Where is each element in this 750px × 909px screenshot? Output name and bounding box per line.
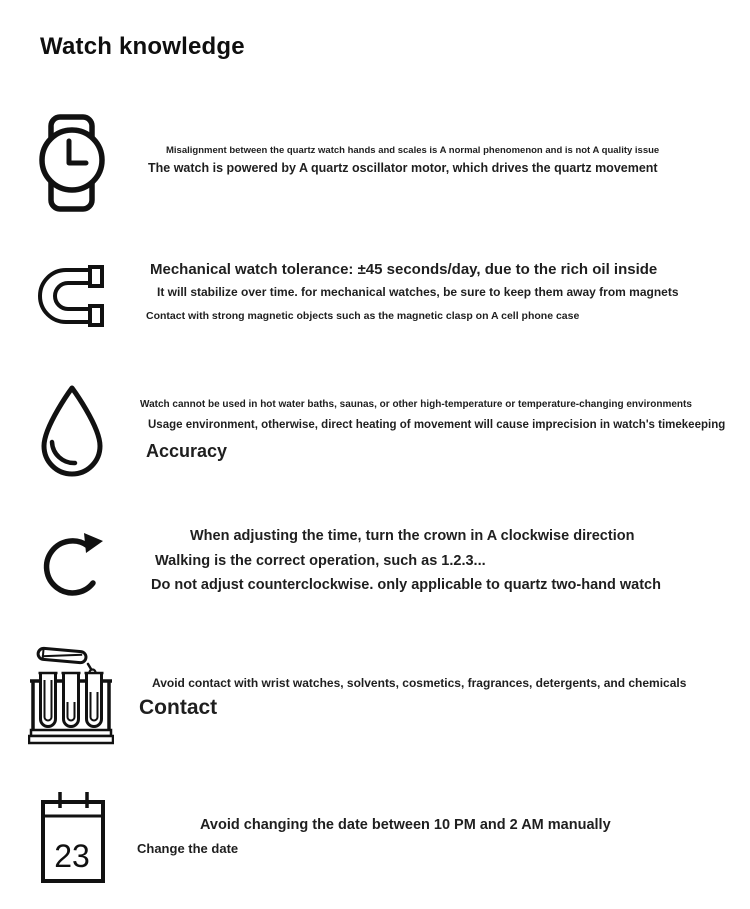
wristwatch-icon	[36, 113, 106, 213]
calendar-day-number: 23	[54, 838, 90, 874]
magnet-icon	[38, 262, 106, 330]
counterclockwise-warning-line: Do not adjust counterclockwise. only applicable to quartz two-hand watch	[151, 577, 661, 593]
contact-heading: Contact	[139, 696, 218, 719]
walking-operation-line: Walking is the correct operation, such as 1.2.3...	[155, 553, 486, 569]
page-title: Watch knowledge	[40, 33, 245, 60]
crown-clockwise-line: When adjusting the time, turn the crown in A clockwise direction	[190, 528, 635, 544]
change-date-heading: Change the date	[137, 841, 239, 856]
stabilize-line: It will stabilize over time. for mechanical watches, be sure to keep them away from magnets	[157, 285, 679, 299]
quartz-note-line: Misalignment between the quartz watch hands and scales is A normal phenomenon and is not A quality issue	[166, 145, 660, 156]
tolerance-line: Mechanical watch tolerance: ±45 seconds/day, due to the rich oil inside	[150, 261, 658, 278]
hot-water-line: Watch cannot be used in hot water baths, saunas, or other high-temperature or temperature-changing environments	[140, 399, 692, 410]
test-tubes-icon	[28, 642, 114, 746]
rotate-clockwise-icon	[40, 520, 106, 608]
water-drop-icon	[36, 383, 108, 481]
calendar-icon	[40, 788, 106, 884]
date-change-warning-line: Avoid changing the date between 10 PM and 2 AM manually	[200, 817, 611, 833]
quartz-movement-line: The watch is powered by A quartz oscillator motor, which drives the quartz movement	[148, 161, 658, 175]
accuracy-heading: Accuracy	[146, 441, 228, 461]
chemicals-line: Avoid contact with wrist watches, solvents, cosmetics, fragrances, detergents, and chemicals	[152, 676, 687, 690]
magnetic-contact-line: Contact with strong magnetic objects such as the magnetic clasp on A cell phone case	[146, 310, 580, 322]
usage-environment-line: Usage environment, otherwise, direct heating of movement will cause imprecision in watch's timekeeping	[148, 419, 726, 431]
